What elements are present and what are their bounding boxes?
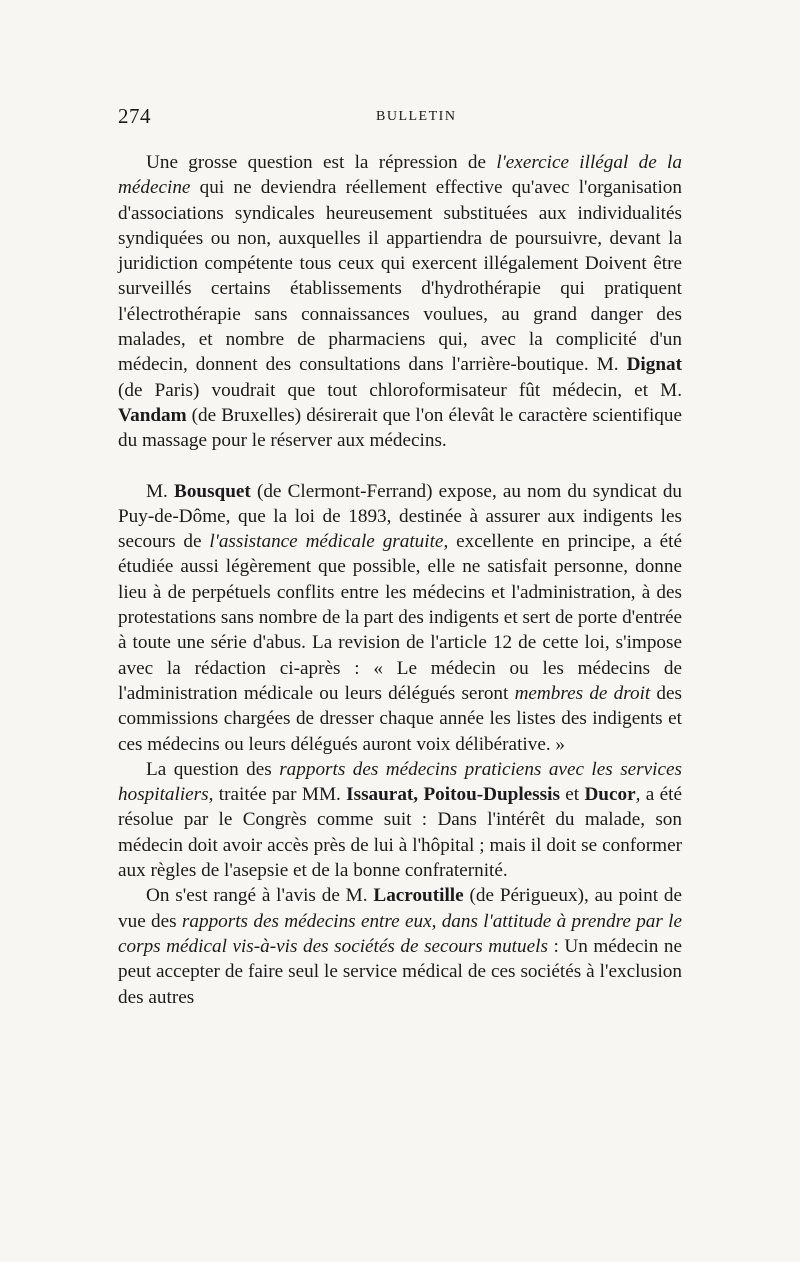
speaker-name: Dignat <box>626 354 682 376</box>
speaker-name: Ducor <box>584 784 636 806</box>
page-number: 274 <box>118 104 151 128</box>
text-run: M. <box>146 480 175 502</box>
speaker-name: Vandam <box>118 404 187 426</box>
text-run: (de Périgueux), au point de vue des <box>118 885 683 932</box>
text-run: Une grosse question est la répression de <box>146 152 497 173</box>
page-header <box>118 104 682 134</box>
text-run: La question des <box>146 758 280 780</box>
text-run: qui ne deviendra réellement effective qu'avec l'organisation d'associations syndicales heureusement substituées aux individualités syndiquées ou non, auxquelles il appartiendra de poursuivre, devant la juridiction compétente tous ceux qui exercent illégalement Doivent être surveillés certains établissements d'hydrothérapie qui pratiquent l'électrothérapie sans connaissances voulues, au grand danger des malades, et nombre de pharmaciens qui, avec la complicité d'un médecin, donnent des consultations dans l'arrière-boutique. M. <box>118 177 682 376</box>
text-run: , excellente en principe, a été étudiée aussi légèrement que possible, elle ne satisfait personne, donne lieu à de perpétuels conflits entre les médecins et l'administration, à des protestations sans nombre de la part des indigents et sert de porte d'entrée à toute une série d'abus. La revision de l'article 12 de cette loi, s'impose avec la rédaction ci-après : « Le médecin ou les médecins de l'administration médicale ou leurs délégués seront <box>118 531 682 704</box>
text-run: : Un médecin ne peut accepter de faire seul le service médical de ces sociétés à l'exclusion des autres <box>118 935 682 1008</box>
text-run: et <box>559 784 585 806</box>
text-run: (de Clermont-Ferrand) expose, au nom du syndicat du Puy-de-Dôme, que la loi de 1893, destinée à assurer aux indigents les secours de <box>118 480 683 553</box>
italic-term: membres de droit <box>514 682 651 704</box>
text-run: (de Paris) voudrait que tout chloroformisateur fût médecin, et M. <box>118 379 682 401</box>
paragraph-illegal-practice <box>118 150 682 454</box>
paragraph-medical-assistance <box>118 479 682 757</box>
text-run: , a été résolue par le Congrès comme suit : Dans l'intérêt du malade, son médecin doit avoir accès près de lui à l'hôpital ; mais il doit se conformer aux règles de l'asepsie et de la bonne confraternité. <box>118 784 682 882</box>
text-run: On s'est rangé à l'avis de M. <box>146 885 374 907</box>
text-run: , traitée par MM. <box>208 784 347 806</box>
italic-term: rapports des médecins praticiens avec les services hospitaliers <box>118 758 682 806</box>
text-run: des commissions chargées de dresser chaque année les listes des indigents et ces médecins ou leurs délégués auront voix délibérative. » <box>118 682 683 755</box>
paragraph-hospital-services <box>118 757 682 883</box>
italic-term: l'assistance médicale gratuite <box>209 531 444 553</box>
speaker-name: Lacroutille <box>373 885 464 907</box>
italic-term: rapports des médecins entre eux, dans l'attitude à prendre par le corps médical vis-à-vis des sociétés de secours mutuels <box>118 910 683 957</box>
running-head: BULLETIN <box>376 109 457 124</box>
italic-term: l'exercice illégal de la médecine <box>118 152 682 199</box>
speaker-name: Issaurat, Poitou-Duplessis <box>346 784 560 806</box>
speaker-name: Bousquet <box>174 480 251 502</box>
text-run: (de Bruxelles) désirerait que l'on élevât le caractère scientifique du massage pour le réserver aux médecins. <box>118 404 682 452</box>
body-text <box>118 150 682 1010</box>
paragraph-mutual-societies <box>118 883 682 1009</box>
